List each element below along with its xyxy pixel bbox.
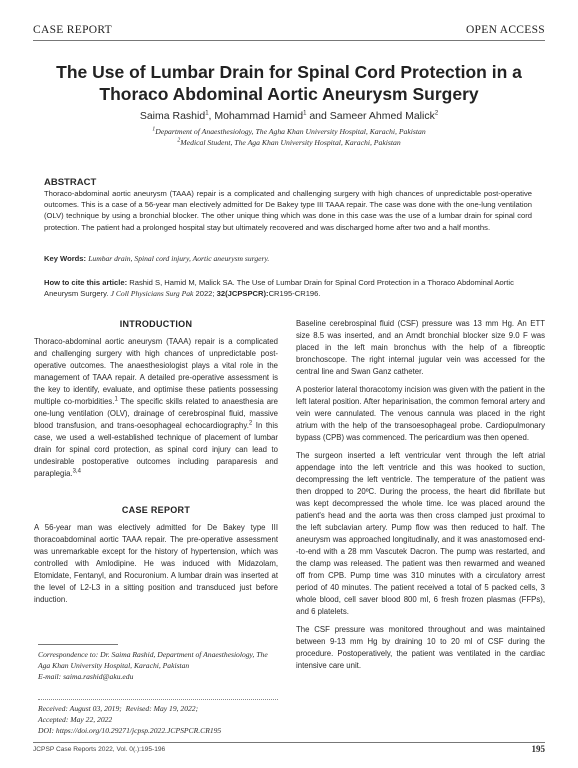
paragraph-text: The specific skills related to anaesthesia are one-lung ventilation (OLV), drainage of cerebrospinal fluid, massive blood transfusion, and trans-oesophageal echocardiography. [34, 397, 278, 430]
paragraph [34, 336, 278, 480]
affiliation-text: Medical Student, The Aga Khan University Hospital, Karachi, Pakistan [180, 138, 401, 147]
keywords-text: Lumbar drain, Spinal cord injury, Aortic aneurysm surgery. [88, 254, 270, 263]
introduction-heading: INTRODUCTION [119, 319, 193, 329]
author-affiliation-mark: 2 [434, 110, 439, 117]
author-separator: , [208, 110, 215, 122]
citation-journal: J Coll Physicians Surg Pak [110, 289, 194, 299]
reference-mark: 2 [248, 420, 253, 427]
paragraph-text: In this case, we used a well-established technique of placement of lumbar drain for spinal cord protection, as spinal cord injury can lead to undesirable postoperative outcomes including paraparesis and paraplegia. [34, 421, 279, 478]
affiliation-mark: 2 [177, 137, 181, 144]
paragraph-text: Thoraco-abdominal aortic aneurysm (TAAA) repair is a complicated and challenging surgery with high chances of unpredictable post-operative outcomes. The anaesthesiologist plays a vital role in the management of TAAA repair. A detailed pre-operative assessment is the key to identify, evaluate, and optimise these patients possessing multiple co-morbidities. [34, 337, 278, 406]
correspondence-block [38, 649, 278, 682]
header-section-label: CASE REPORT [33, 24, 112, 36]
author-name: Mohammad Hamid [214, 110, 304, 122]
paragraph: Baseline cerebrospinal fluid (CSF) pressure was 13 mm Hg. An ETT size 8.5 was inserted, and an Arndt bronchial blocker size 9.0 F was placed in the left main bronchus with the help of a fibreoptic bronchoscope. The right internal jugular vein was accessed for the central line and Swan Ganz catheter. [296, 319, 545, 376]
author-name: Sameer Ahmed Malick [329, 110, 435, 122]
citation [44, 277, 532, 299]
case-report-heading: CASE REPORT [121, 505, 191, 515]
author-list [0, 110, 578, 122]
affiliation-text: Department of Anaesthesiology, The Agha Khan University Hospital, Karachi, Pakistan [155, 127, 426, 136]
accepted-date: Accepted: May 22, 2022 [38, 715, 113, 724]
citation-pages: CR195-CR196. [268, 289, 321, 299]
author-affiliation-mark: 1 [303, 110, 307, 117]
header-access-label: OPEN ACCESS [465, 24, 545, 36]
author-name: Saima Rashid [139, 110, 206, 122]
paragraph: The surgeon inserted a left ventricular vent through the left atrial appendage into the left ventricle and this was hooked to suction, decompressing the left ventricle. The temperature of the patient was then dropped to 20ºC. During the process, the heart did fibrillate but was kept decompressed the whole time. Ice was placed around the patient's head and the aorta was then cross clamped just proximal to the left subclavian artery. Pump flow was then reduced to half. The aneurysm was approached longitudinally, and it was anastomosed end--to-end with a 28 mm Vascutek Dacron. The pump was restarted, and the clamp was released. The patient was then rewarmed and weaned off from CPB. Pump time was 310 minutes with a circulatory arrest period of 40 minutes. The patient received a total of 5 packed cells, 3 whole blood, cell saver blood 800 ml, 6 fresh frozen plasmas (FFPs), and 6 platelets. [296, 451, 545, 616]
right-column-body [296, 318, 545, 678]
citation-year: 2022; [195, 289, 215, 299]
reference-mark: 3,4 [72, 468, 81, 475]
abstract-text: Thoraco-abdominal aortic aneurysm (TAAA) repair is a complicated and challenging surgery with high chances of unpredictable post-operative outcomes. This is a case of a 56-year man electively admitted for De Bakey type III TAAA repair. The case was done with the one-lung ventilation (OLV) technique by using a bronchial blocker. The other unique thing which was done in this case was the use of a lumbar drain for spinal cord protection. The patient had a prolonged hospital stay but ultimately recovered and was discharged home after two and a half months. [44, 189, 532, 232]
correspondence-email: E-mail: saima.rashid@aku.edu [38, 672, 134, 681]
header-rule [33, 40, 545, 41]
paragraph: A posterior lateral thoracotomy incision was given with the patient in the left lateral position. After heparinisation, the common femoral artery and vein were cannulated. The venous cannula was placed in the right atrium with the help of the transoesophageal probe. Cardiopulmonary bypass (CPB) was commenced. The pericardium was then opened. [296, 385, 545, 442]
case-report-body [34, 522, 278, 612]
correspondence-rule [38, 644, 118, 645]
keywords [44, 254, 532, 263]
affiliation [0, 127, 578, 136]
footer-journal-info: JCPSP Case Reports 2022, Vol. 0(.):195-196 [33, 746, 166, 753]
introduction-body [34, 336, 278, 486]
doi: DOI: https://doi.org/10.29271/jcpsp.2022.JCPSPCR.CR195 [38, 726, 222, 735]
running-header [33, 24, 545, 38]
correspondence-address: Correspondence to: Dr. Saima Rashid, Department of Anaesthesiology, The Aga Khan University Hospital, Karachi, Pakistan [38, 650, 268, 670]
received-date: Received: August 03, 2019; [38, 704, 122, 713]
citation-text: Rashid S, Hamid M, Malick SA. The Use of Lumbar Drain for Spinal Cord Protection in a Thoraco Abdominal Aortic Aneurysm Surgery. [44, 278, 514, 299]
article-title: The Use of Lumbar Drain for Spinal Cord Protection in a Thoraco Abdominal Aortic Aneurysm Surgery [56, 62, 522, 104]
revised-date: Revised: May 19, 2022; [125, 704, 199, 713]
page-number: 195 [531, 744, 545, 754]
paragraph: The CSF pressure was monitored throughout and was maintained between 9-13 mm Hg by draining 10 to 20 ml of CSF during the procedure. Postoperatively, the patient was ventilated in the cardiac intensive care unit. [296, 625, 545, 670]
author-separator: and [306, 110, 330, 122]
keywords-label: Key Words: [44, 254, 87, 263]
citation-volume: 32(JCPSPCR): [216, 289, 269, 299]
article-dates [38, 703, 278, 736]
footer-rule [33, 742, 545, 743]
reference-mark: 1 [114, 396, 118, 403]
affiliation [0, 138, 578, 147]
citation-label: How to cite this article: [44, 278, 128, 287]
paragraph: A 56-year man was electively admitted for De Bakey type III thoracoabdominal aortic TAAA repair. The pre-operative assessment was unremarkable except for the history of hypertension, which was controlled with Amlodipine. He was induced with Midazolam, Etomidate, Fentanyl, and Rocuronium. A lumbar drain was inserted at the level of L2-L3 in a sitting position and transduced just before induction. [34, 523, 278, 604]
author-affiliation-mark: 1 [205, 110, 209, 117]
affiliation-mark: 1 [152, 126, 156, 133]
abstract-heading: ABSTRACT [44, 177, 97, 188]
dates-divider [38, 699, 278, 700]
